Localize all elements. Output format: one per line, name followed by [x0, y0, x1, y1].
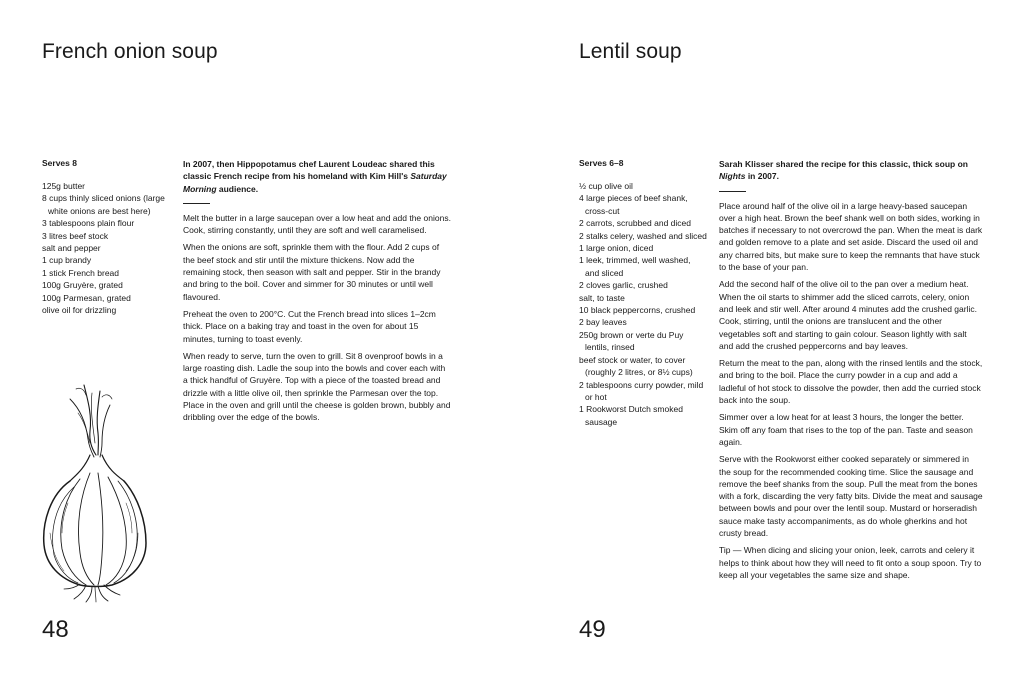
method-column [183, 158, 451, 429]
recipe-title: French onion soup [42, 40, 218, 63]
ingredient-item: salt and pepper [42, 243, 101, 254]
onion-illustration-icon [40, 383, 150, 603]
intro-text: Sarah Klisser shared the recipe for this classic, thick soup on Nights in 2007. [719, 159, 968, 182]
method-steps [183, 212, 451, 424]
ingredient-item: 1 stick French bread [42, 267, 120, 278]
ingredient-item: 2 cloves garlic, crushed [579, 280, 668, 291]
ingredient-item: 10 black peppercorns, crushed [579, 305, 696, 316]
method-column [719, 158, 983, 586]
method-step: Simmer over a low heat for at least 3 hours, the longer the better. Skim off any foam that rises to the top of the pan. Taste and season again. [719, 412, 973, 447]
serves-label: Serves 8 [42, 158, 77, 168]
divider-rule [183, 203, 210, 204]
ingredient-item: 4 large pieces of beef shank, cross-cut [579, 193, 688, 216]
ingredient-item: 100g Gruyère, grated [42, 280, 123, 291]
ingredient-item: 250g brown or verte du Puy lentils, rinsed [579, 329, 684, 353]
ingredient-item: 2 bay leaves [579, 317, 627, 328]
page-number: 49 [579, 616, 606, 643]
method-step: Melt the butter in a large saucepan over a low heat and add the onions. Cook, stirring constantly, until they are soft and well caramelised. [183, 212, 451, 236]
method-steps [719, 200, 983, 582]
ingredient-item: 1 large onion, diced [579, 243, 654, 254]
ingredient-item: 1 leek, trimmed, well washed, and sliced [579, 255, 691, 278]
ingredient-item: olive oil for drizzling [42, 305, 117, 316]
ingredient-item: beef stock or water, to cover (roughly 2 litres, or 8½ cups) [579, 354, 693, 378]
ingredient-item: 2 carrots, scrubbed and diced [579, 218, 691, 229]
divider-rule [719, 191, 746, 192]
page-number: 48 [42, 616, 69, 643]
serves-label: Serves 6–8 [579, 158, 624, 168]
ingredient-item: 3 tablespoons plain flour [42, 218, 135, 229]
ingredient-item: salt, to taste [579, 292, 625, 303]
ingredient-item: 3 litres beef stock [42, 230, 109, 241]
method-step: When ready to serve, turn the oven to grill. Sit 8 ovenproof bowls in a large roasting dish. Ladle the soup into the bowls and cover each with a thick handful of Gruyère. Top with a piece of the toasted bread and drizzle with a little olive oil, then sprinkle the Parmesan over the top. Place in the oven and grill until the cheese is golden brown, bubbly and dribbling over the edge of the bowls. [183, 350, 451, 423]
ingredient-item: 2 stalks celery, washed and sliced [579, 230, 707, 241]
method-step: Tip — When dicing and slicing your onion, leek, carrots and celery it helps to think about how they will need to fit onto a soup spoon. Try to keep all your vegetables the same size and shape. [719, 545, 982, 580]
method-step: Preheat the oven to 200°C. Cut the French bread into slices 1–2cm thick. Place on a baking tray and toast in the oven for about 15 minutes, turning to toast evenly. [183, 308, 436, 344]
ingredient-item: 1 cup brandy [42, 255, 92, 266]
programme-name: Saturday Morning [183, 171, 447, 194]
ingredient-item: 8 cups thinly sliced onions (large white onions are best here) [42, 193, 165, 216]
ingredient-item: ½ cup olive oil [579, 181, 633, 191]
method-step: When the onions are soft, sprinkle them with the flour. Add 2 cups of the beef stock and stir until the mixture thickens. Now add the remaining stock, then season with salt and pepper. Stir in the brandy and bring to the boil. Cover and simmer for 30 minutes or until well flavoured. [183, 242, 441, 302]
ingredients-list [579, 180, 707, 428]
recipe-title: Lentil soup [579, 40, 682, 63]
right-page [512, 0, 1024, 674]
ingredient-item: 1 Rookworst Dutch smoked sausage [579, 404, 683, 427]
intro-text: In 2007, then Hippopotamus chef Laurent Loudeac shared this classic French recipe from his homeland with Kim Hill's Saturday Morning audience. [183, 159, 447, 194]
ingredient-item: 100g Parmesan, grated [42, 292, 131, 303]
method-step: Return the meat to the pan, along with the rinsed lentils and the stock, and bring to the boil. Place the curry powder in a cup and add a ladleful of hot stock to dissolve the powder, then add the curried stock back into the soup. [719, 358, 983, 406]
ingredient-item: 2 tablespoons curry powder, mild or hot [579, 379, 704, 402]
programme-name: Nights [719, 171, 746, 182]
method-step: Add the second half of the olive oil to the pan over a medium heat. When the oil starts to shimmer add the sliced carrots, celery, onion and leek and stir well. After around 4 minutes add the crushed garlic. Cook, stirring, until the onions are translucent and the other vegetables soft and starting to gain colour. Season lightly with salt and add the crushed peppercorns and bay leaves. [719, 279, 977, 351]
ingredients-list [42, 180, 170, 316]
method-step: Serve with the Rookworst either cooked separately or simmered in the soup for the recommended cooking time. Slice the sausage and remove the beef shanks from the soup. Pull the meat from the bones with a fork, discarding the very fatty bits. Divide the meat and sausage between bowls and pour over the lentil soup. Mustard or horseradish sauce make tasty accompaniments, as do whole gherkins and hot crusty bread. [719, 454, 983, 539]
method-step: Place around half of the olive oil in a large heavy-based saucepan over a high heat. Brown the beef shank well on both sides, working in batches if necessary to not overcrowd the pan. When the meat is dark and golden remove to a plate and set aside. Discard the used oil and any charred bits, but make sure to keep the remnants that have stuck to the base of your pan. [719, 200, 983, 273]
ingredient-item: 125g butter [42, 181, 86, 191]
